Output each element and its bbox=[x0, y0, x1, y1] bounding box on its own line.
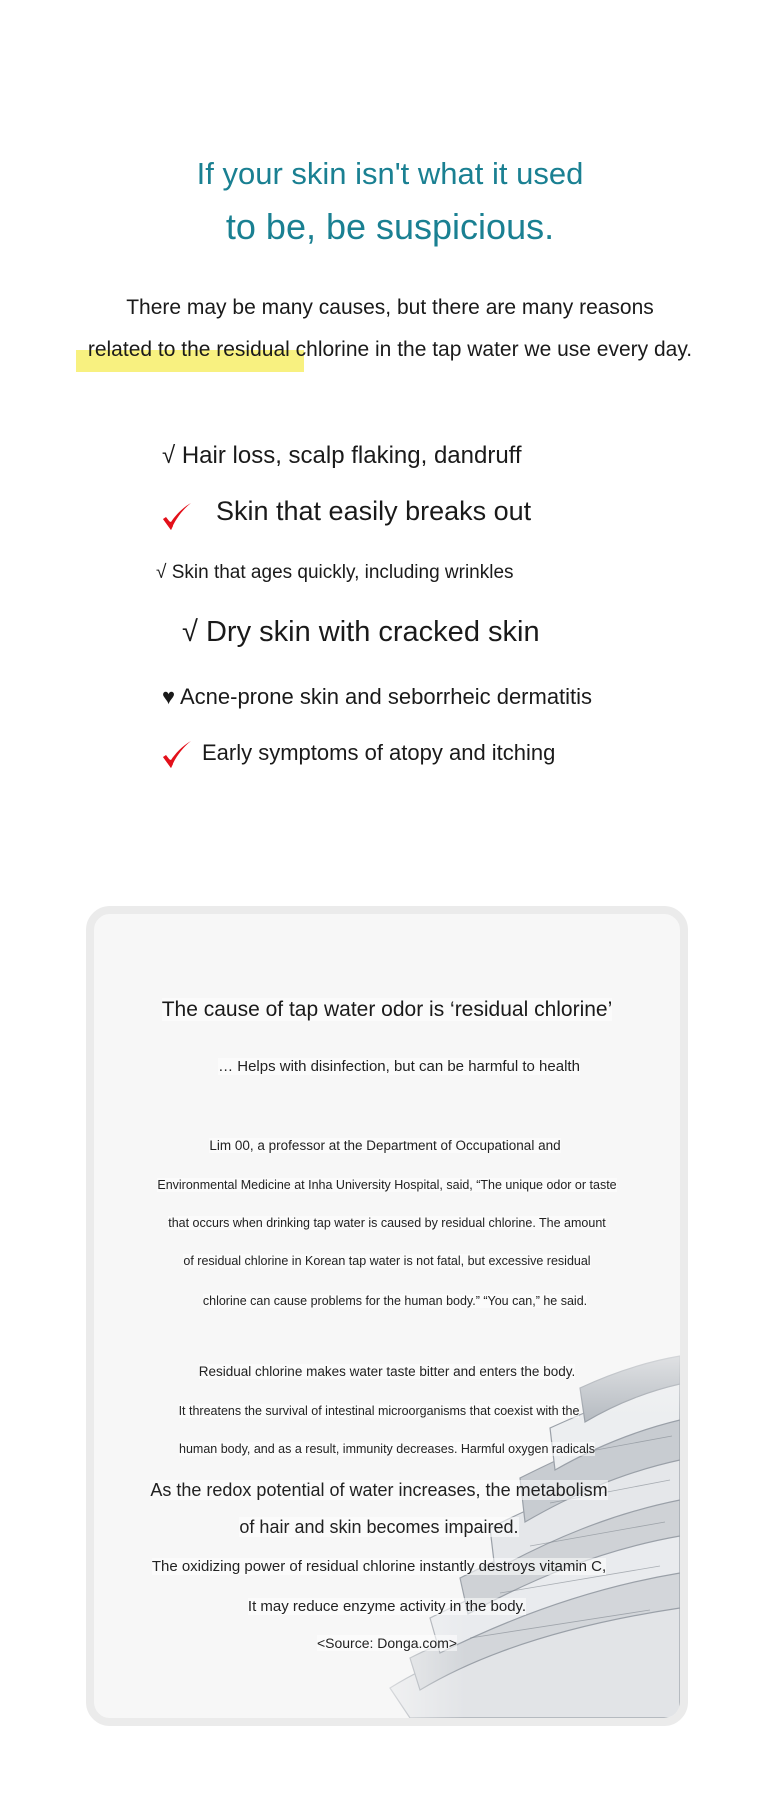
symptom-item-acne bbox=[162, 684, 592, 710]
intro-line-1: There may be many causes, but there are many reasons bbox=[126, 296, 654, 319]
paragraph-line: Environmental Medicine at Inha University Hospital, said, “The unique odor or taste bbox=[157, 1178, 617, 1192]
paragraph-line: Residual chlorine makes water taste bitter and enters the body. bbox=[198, 1364, 576, 1379]
paragraph-line: human body, and as a result, immunity decreases. Harmful oxygen radicals bbox=[179, 1442, 595, 1456]
symptom-text: Early symptoms of atopy and itching bbox=[202, 740, 556, 765]
paragraph-line: of residual chlorine in Korean tap water is not fatal, but excessive residual bbox=[183, 1254, 591, 1268]
article-subtitle: … Helps with disinfection, but can be harmful to health bbox=[218, 1058, 580, 1075]
symptom-item-atopy bbox=[160, 740, 555, 766]
symptom-item-breakouts bbox=[160, 496, 531, 527]
article-card bbox=[86, 906, 688, 1726]
paragraph-line: Lim 00, a professor at the Department of Occupational and bbox=[209, 1138, 561, 1153]
symptom-item-dry-skin bbox=[182, 616, 540, 649]
headline-line-2: to be, be suspicious. bbox=[225, 206, 555, 247]
paragraph-line: The oxidizing power of residual chlorine instantly destroys vitamin C, bbox=[151, 1558, 607, 1575]
symptom-item-aging bbox=[156, 562, 514, 584]
symptom-text: Skin that ages quickly, including wrinkles bbox=[171, 562, 514, 583]
check-mark-glyph: √ bbox=[156, 562, 167, 583]
check-mark-glyph: √ bbox=[162, 442, 176, 469]
emphasis-line: of hair and skin becomes impaired. bbox=[239, 1517, 519, 1537]
emphasis-line: As the redox potential of water increases, the metabolism bbox=[150, 1480, 608, 1500]
article-source: <Source: Donga.com> bbox=[316, 1635, 458, 1651]
paragraph-line: that occurs when drinking tap water is caused by residual chlorine. The amount bbox=[168, 1216, 606, 1230]
check-icon bbox=[160, 500, 194, 534]
paragraph-line: It may reduce enzyme activity in the body. bbox=[247, 1598, 527, 1615]
article-title: The cause of tap water odor is ‘residual chlorine’ bbox=[161, 998, 613, 1021]
headline-line-1: If your skin isn't what it used bbox=[196, 156, 584, 191]
intro-line-2: related to the residual chlorine in the tap water we use every day. bbox=[87, 338, 693, 361]
paragraph-line: chlorine can cause problems for the human body.” “You can,” he said. bbox=[202, 1294, 588, 1308]
check-icon bbox=[160, 738, 194, 772]
heart-icon: ♥ bbox=[162, 684, 176, 709]
paragraph-line: It threatens the survival of intestinal microorganisms that coexist with the bbox=[178, 1404, 580, 1418]
symptom-text: Skin that easily breaks out bbox=[216, 496, 532, 526]
symptom-text: Acne-prone skin and seborrheic dermatitis bbox=[179, 684, 593, 709]
symptom-text: Hair loss, scalp flaking, dandruff bbox=[181, 442, 522, 469]
symptom-item-hair-loss bbox=[162, 442, 522, 470]
check-mark-glyph: √ bbox=[182, 616, 198, 648]
symptom-text: Dry skin with cracked skin bbox=[205, 616, 540, 648]
